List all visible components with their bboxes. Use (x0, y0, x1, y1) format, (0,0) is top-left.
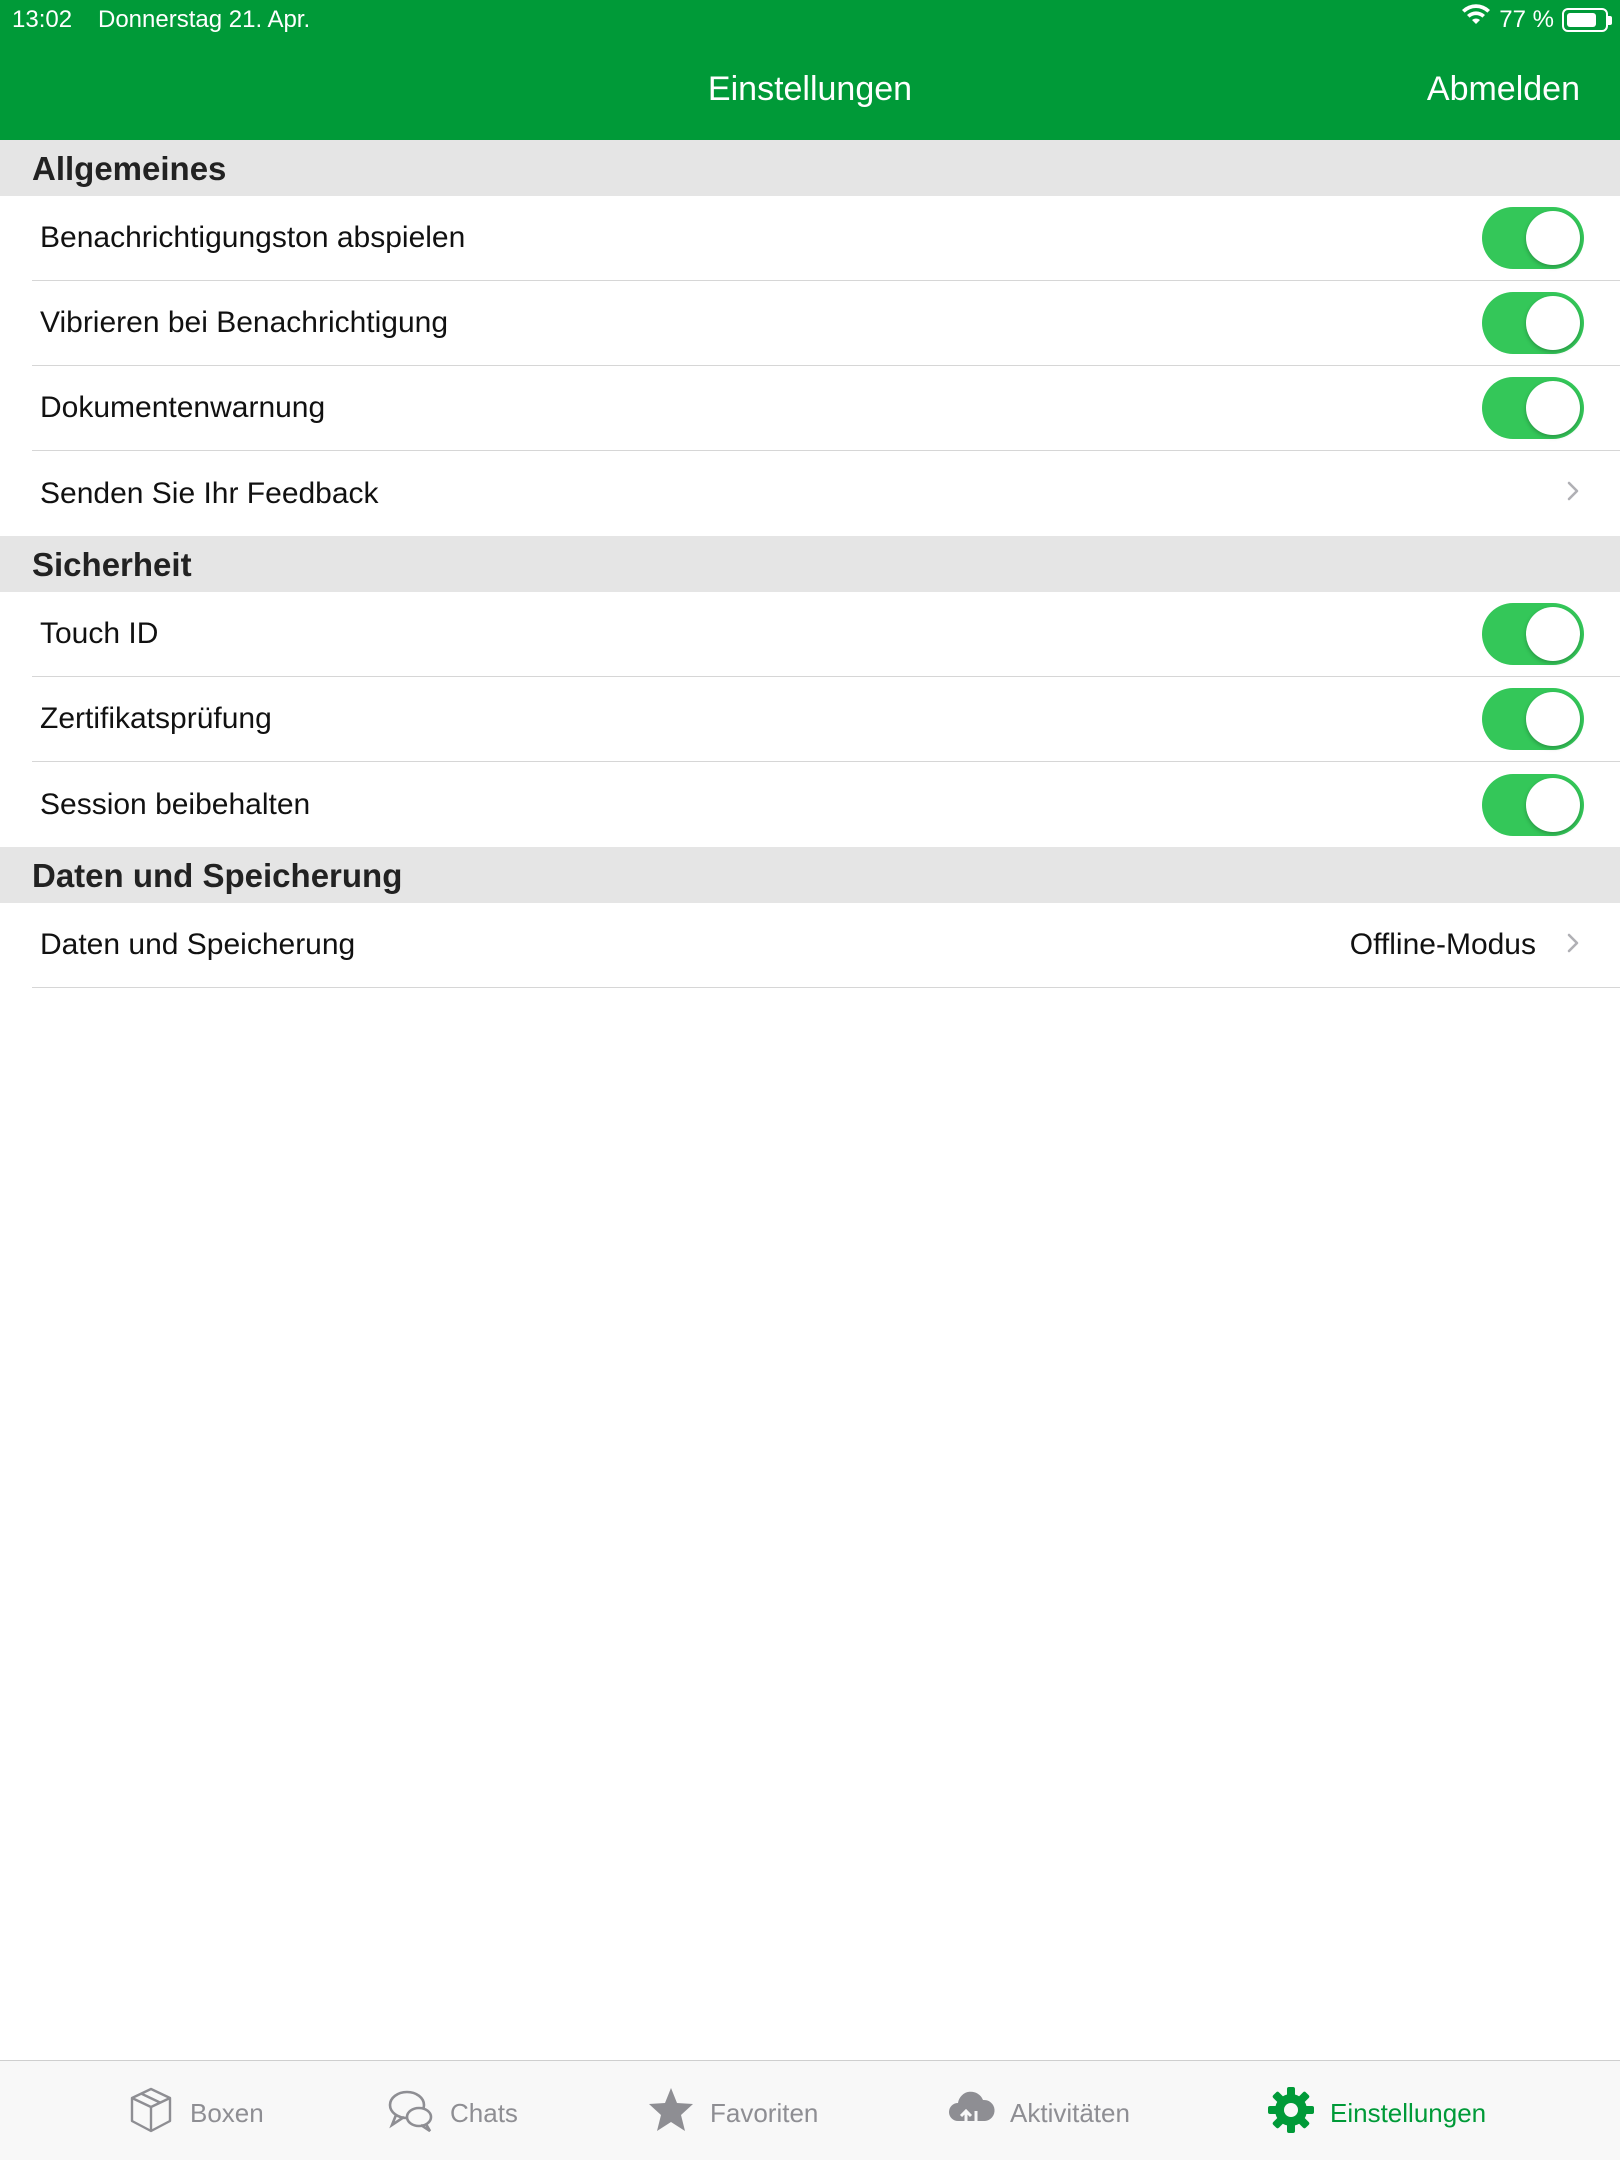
setting-label: Vibrieren bei Benachrichtigung (40, 306, 449, 339)
touch-id-toggle[interactable] (1482, 603, 1584, 665)
setting-data-storage[interactable] (32, 903, 1620, 988)
setting-certificate-check (32, 677, 1620, 762)
setting-document-warning (32, 366, 1620, 451)
section-header-security: Sicherheit (0, 536, 1620, 592)
setting-notification-sound (32, 196, 1620, 281)
section-data-storage (0, 847, 1620, 988)
logout-button[interactable]: Abmelden (1426, 70, 1580, 108)
app-header (0, 0, 1620, 140)
tab-label: Boxen (190, 2098, 264, 2128)
status-time: 13:02 (12, 6, 73, 33)
certificate-check-toggle[interactable] (1482, 688, 1584, 750)
tab-chats[interactable] (386, 2085, 518, 2142)
box-icon (126, 2085, 176, 2142)
chevron-right-icon (1562, 932, 1584, 959)
tab-einstellungen[interactable] (1266, 2085, 1486, 2142)
tab-label: Aktivitäten (1010, 2098, 1130, 2128)
setting-label: Dokumentenwarnung (40, 391, 326, 424)
chat-bubbles-icon (386, 2085, 436, 2142)
vibrate-toggle[interactable] (1482, 292, 1584, 354)
setting-value: Offline-Modus (1349, 928, 1536, 961)
setting-touch-id (32, 592, 1620, 677)
gear-icon (1266, 2085, 1316, 2142)
setting-label: Daten und Speicherung (40, 928, 356, 961)
section-header-data-storage: Daten und Speicherung (0, 847, 1620, 903)
tab-bar (0, 2060, 1620, 2160)
document-warning-toggle[interactable] (1482, 377, 1584, 439)
section-general (0, 140, 1620, 536)
tab-label: Favoriten (710, 2098, 819, 2128)
wifi-icon (1461, 4, 1491, 35)
settings-list (0, 140, 1620, 988)
setting-label: Senden Sie Ihr Feedback (40, 476, 379, 510)
chevron-right-icon (1562, 480, 1584, 507)
tab-favoriten[interactable] (646, 2085, 818, 2142)
setting-label: Session beibehalten (40, 787, 311, 821)
star-icon (646, 2085, 696, 2142)
section-security (0, 536, 1620, 847)
cloud-sync-icon (946, 2085, 996, 2142)
tab-aktivitaeten[interactable] (946, 2085, 1130, 2142)
page-title: Einstellungen (707, 70, 913, 108)
keep-session-toggle[interactable] (1482, 774, 1584, 836)
tab-label: Chats (450, 2098, 518, 2128)
status-indicators (1461, 4, 1608, 35)
tab-boxen[interactable] (126, 2085, 264, 2142)
setting-vibrate (32, 281, 1620, 366)
tab-label: Einstellungen (1330, 2098, 1487, 2128)
setting-keep-session (32, 762, 1620, 847)
setting-label: Zertifikatsprüfung (40, 702, 272, 735)
status-date: Donnerstag 21. Apr. (98, 6, 311, 33)
setting-label: Benachrichtigungston abspielen (40, 221, 466, 254)
battery-icon (1562, 8, 1608, 32)
setting-feedback[interactable] (32, 451, 1620, 536)
notification-sound-toggle[interactable] (1482, 207, 1584, 269)
battery-percent: 77 % (1499, 5, 1554, 33)
section-header-general: Allgemeines (0, 140, 1620, 196)
setting-label: Touch ID (40, 617, 159, 650)
